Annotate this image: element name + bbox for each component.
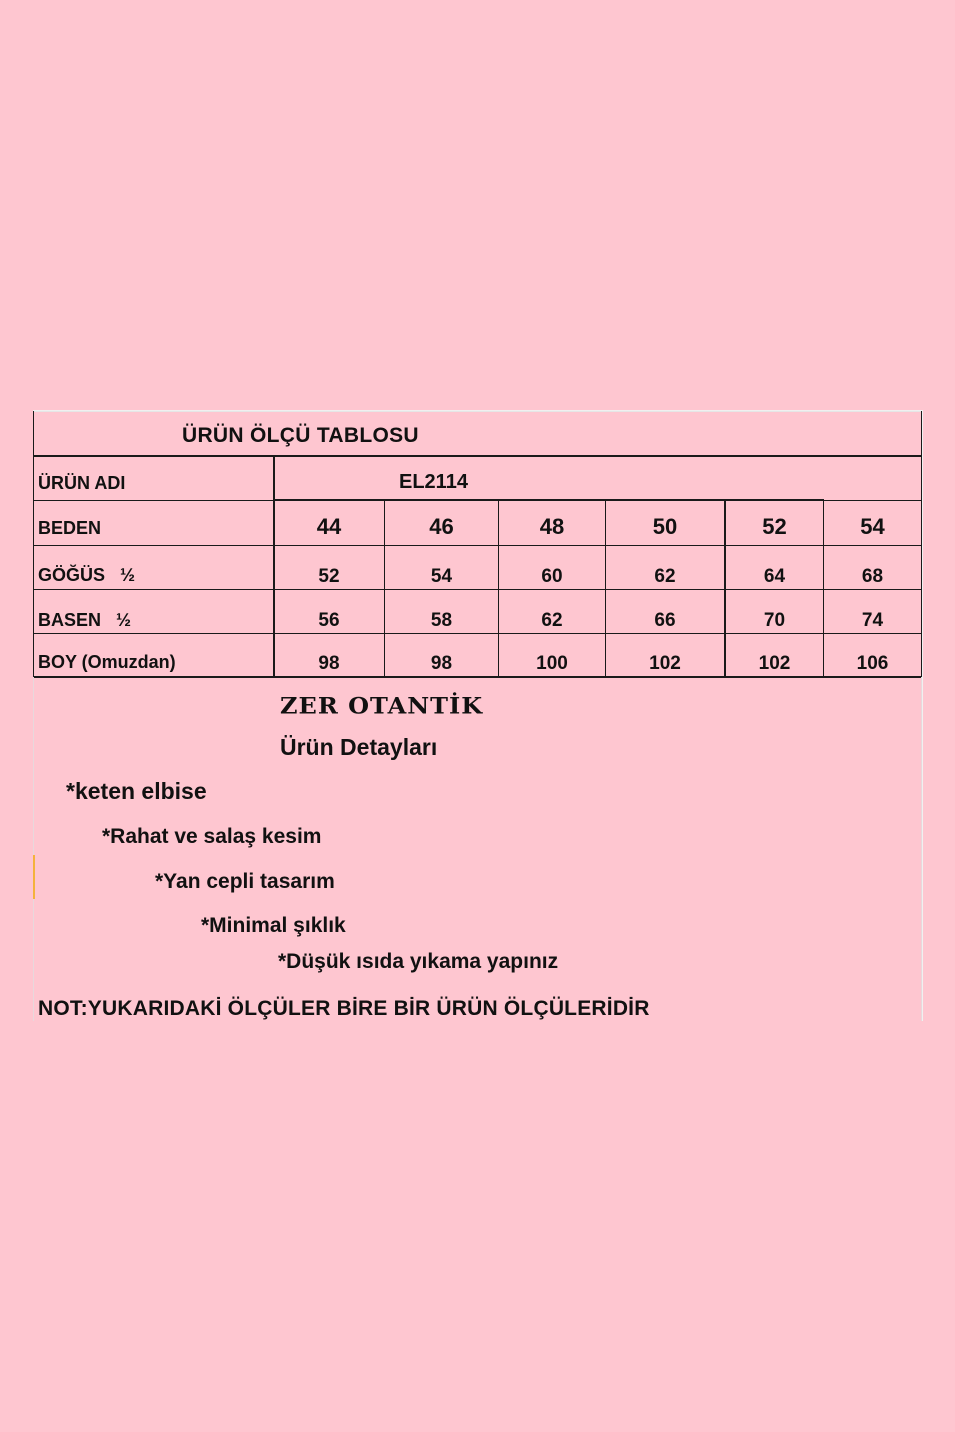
- measure-cell: 62: [654, 566, 676, 587]
- measure-cell: 98: [318, 653, 340, 674]
- measure-cell: 52: [318, 566, 340, 587]
- size-cell: 54: [860, 514, 885, 539]
- measure-cell: 66: [654, 610, 676, 631]
- faint-left-line: [33, 677, 34, 1021]
- measure-cell: 56: [318, 610, 340, 631]
- measure-cell: 64: [763, 566, 786, 587]
- row-divider-2-thick: [273, 499, 824, 501]
- cell-marker: [33, 855, 35, 899]
- detail-item: *Minimal şıklık: [201, 914, 346, 937]
- row-divider-3: [33, 545, 922, 546]
- measure-cell: 62: [541, 610, 563, 631]
- table-left-border: [33, 411, 34, 677]
- measure-cell: 54: [430, 566, 453, 587]
- product-name-label: ÜRÜN ADI: [38, 473, 126, 493]
- size-chart-sheet: [33, 410, 923, 1021]
- size-cell: 48: [539, 514, 565, 539]
- measure-cell: 102: [758, 653, 791, 674]
- faint-right-line: [921, 677, 922, 1021]
- detail-item: *Düşük ısıda yıkama yapınız: [278, 950, 559, 973]
- size-cell: 46: [429, 514, 454, 539]
- row-divider-4: [33, 589, 922, 590]
- detail-item: *Yan cepli tasarım: [155, 870, 335, 893]
- table-right-border: [921, 411, 922, 677]
- product-code: EL2114: [399, 471, 468, 493]
- row-divider-5: [33, 633, 922, 634]
- measure-cell: 100: [536, 653, 568, 674]
- measure-cell: 98: [430, 653, 453, 674]
- table-top-border: [33, 411, 922, 412]
- detail-item: *Rahat ve salaş kesim: [102, 825, 322, 848]
- size-cell: 44: [316, 514, 342, 539]
- size-cell: 50: [652, 514, 678, 539]
- table-title: ÜRÜN ÖLÇÜ TABLOSU: [182, 424, 419, 447]
- measure-cell: 70: [763, 610, 786, 631]
- measure-cell: 58: [430, 610, 453, 631]
- details-heading: Ürün Detayları: [280, 734, 438, 760]
- measure-cell: 106: [856, 653, 889, 674]
- row-label-boy: BOY (Omuzdan): [38, 652, 176, 672]
- measure-cell: 74: [861, 610, 884, 631]
- row-label-gogus: GÖĞÜS ½: [38, 565, 136, 585]
- measure-cell: 102: [649, 653, 681, 674]
- size-cell: 52: [762, 514, 787, 539]
- row-label-basen: BASEN ½: [38, 610, 132, 630]
- detail-item: *keten elbise: [66, 778, 207, 804]
- measurement-note: NOT:YUKARIDAKİ ÖLÇÜLER BİRE BİR ÜRÜN ÖLÇÜLERİDİR: [38, 997, 650, 1020]
- row-divider-1: [33, 455, 922, 457]
- measure-cell: 68: [861, 566, 884, 587]
- brand-name: ZER OTANTİK: [280, 691, 484, 720]
- measure-cell: 60: [541, 566, 563, 587]
- row-label-beden: BEDEN: [38, 518, 102, 538]
- table-bottom-border: [33, 676, 922, 678]
